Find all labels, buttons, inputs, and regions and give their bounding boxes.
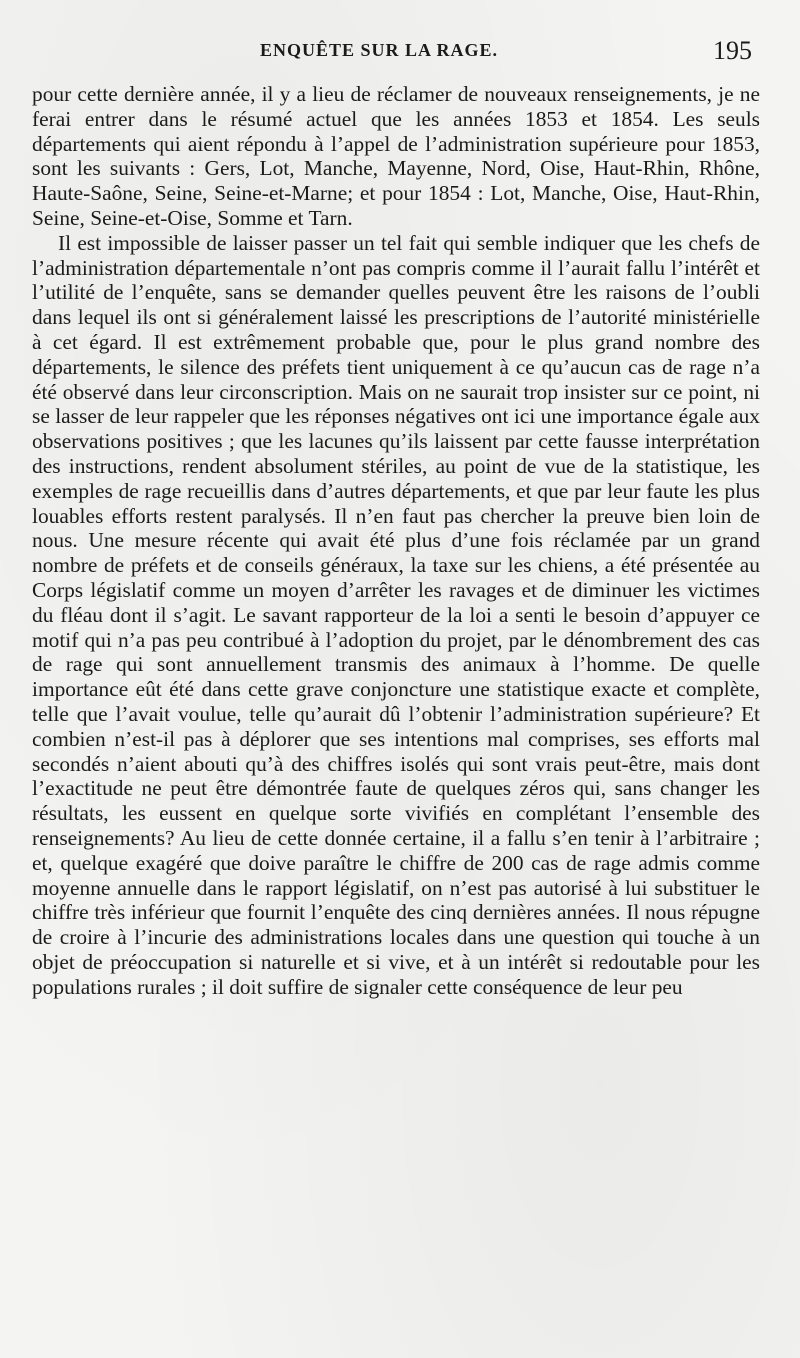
paragraph-continued: pour cette dernière année, il y a lieu de réclamer de nouveaux renseignements, je ne ferai entrer dans le résumé actuel que les années 1853 et 1854. Les seuls départements qui aient répondu à l’appel de l’administration supérieure pour 1853, sont les suivants : Gers, Lot, Manche, Mayenne, Nord, Oise, Haut-Rhin, Rhône, Haute-Saône, Seine, Seine-et-Marne; et pour 1854 : Lot, Manche, Oise, Haut-Rhin, Seine, Seine-et-Oise, Somme et Tarn. — [32, 82, 760, 230]
paragraph: Il est impossible de laisser passer un tel fait qui semble indiquer que les chefs de l’administration départementale n’ont pas compris comme il l’aurait fallu l’intérêt et l’utilité de l’enquête, sans se demander quelles peuvent être les raisons de l’oubli dans lequel ils ont si généralement laissé les prescriptions de l’autorité ministérielle à cet égard. Il est extrêmement probable que, pour le plus grand nombre des départements, le silence des préfets tient uniquement à ce qu’aucun cas de rage n’a été observé dans leur circonscription. Mais on ne saurait trop insister sur ce point, ni se lasser de leur rappeler que les réponses négatives ont ici une importance égale aux observations positives ; que les lacunes qu’ils laissent par cette fausse interprétation des instructions, rendent absolument stériles, au point de vue de la statistique, les exemples de rage recueillis dans d’autres départements, et que par leur faute les plus louables efforts restent paralysés. Il n’en faut pas chercher la preuve bien loin de nous. Une mesure récente qui avait été plus d’une fois réclamée par un grand nombre de préfets et de conseils généraux, la taxe sur les chiens, a été présentée au Corps législatif comme un moyen d’arrêter les ravages et de diminuer les victimes du fléau dont il s’agit. Le savant rapporteur de la loi a senti le besoin d’appuyer ce motif qui n’a pas peu contribué à l’adoption du projet, par le dénombrement des cas de rage qui sont annuellement transmis des animaux à l’homme. De quelle importance eût été dans cette grave conjoncture une statistique exacte et complète, telle que l’avait voulue, telle qu’aurait dû l’obtenir l’administration supérieure? Et combien n’est-il pas à déplorer que ses intentions mal comprises, ses efforts mal secondés n’aient abouti qu’à des chiffres isolés qui sont vrais peut-être, mais dont l’exactitude ne peut être démontrée faute de quelques zéros qui, sans changer les résultats, les eussent en quelque sorte vivifiés en complétant l’ensemble des renseignements? Au lieu de cette donnée certaine, il a fallu s’en tenir à l’arbitraire ; et, quelque exagéré que doive paraître le chiffre de 200 cas de rage admis comme moyenne annuelle dans le rapport législatif, on n’est pas autorisé à lui substituer le chiffre très inférieur que fournit l’enquête des cinq dernières années. Il nous répugne de croire à l’incurie des administrations locales dans une question qui touche à un objet de préoccupation si naturelle et si vive, et à un intérêt si redoutable pour les populations rurales ; il doit suffire de signaler cette conséquence de leur peu — [32, 230, 760, 999]
page-header — [32, 38, 762, 68]
body-text — [32, 82, 760, 999]
page-number: 195 — [713, 36, 752, 65]
running-title: ENQUÊTE SUR LA RAGE. — [260, 40, 499, 60]
